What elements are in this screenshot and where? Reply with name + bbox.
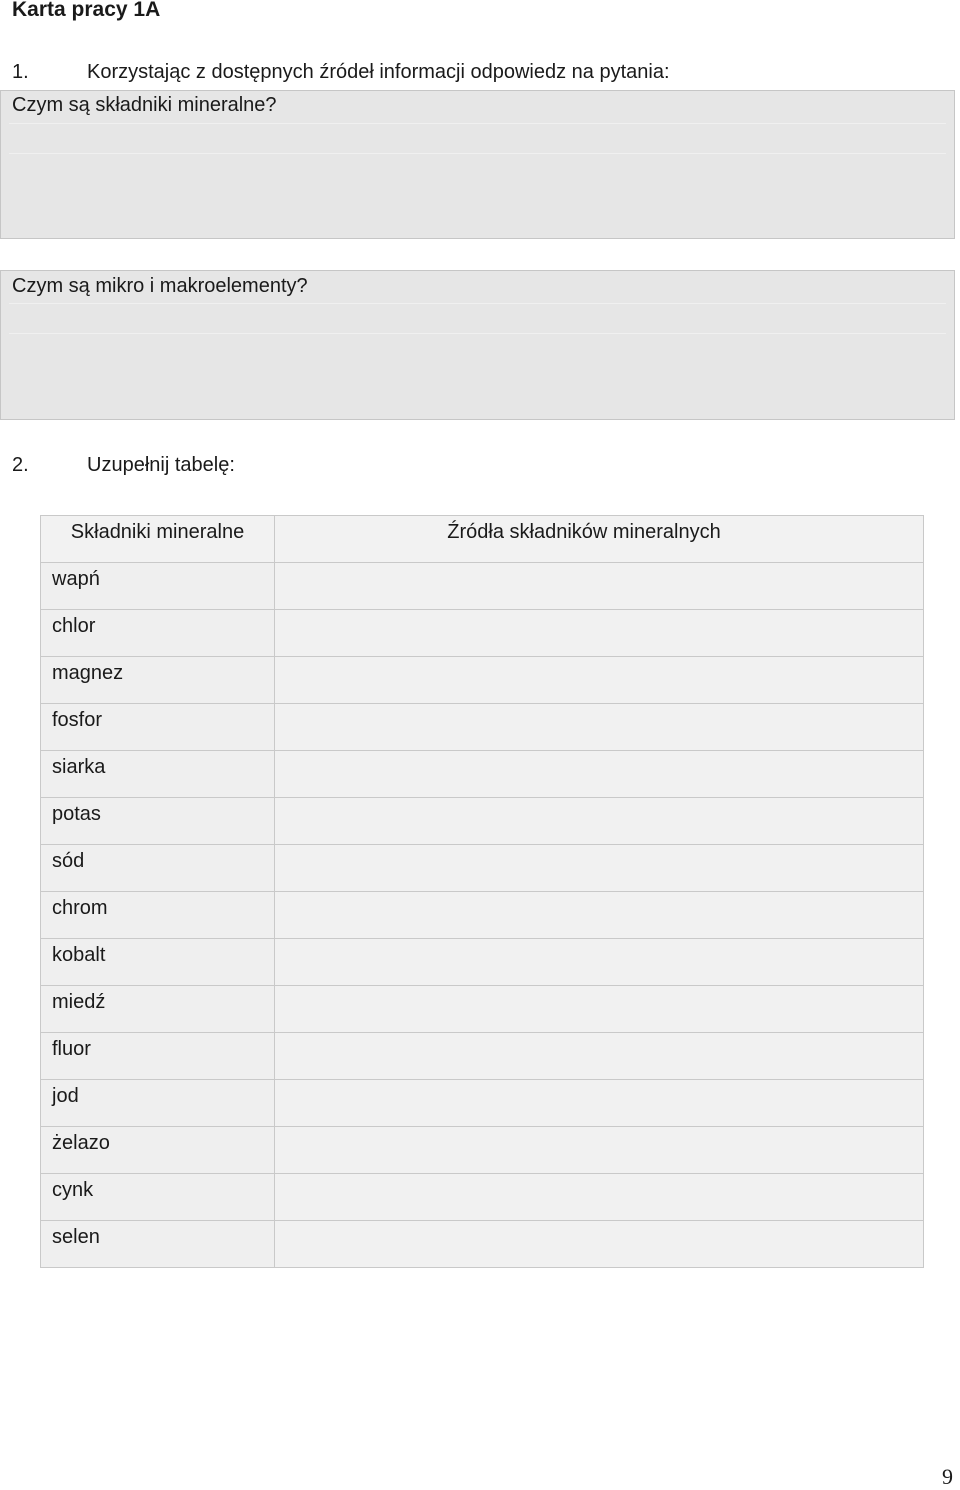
mineral-name: jod <box>41 1080 275 1127</box>
mineral-name: żelazo <box>41 1127 275 1174</box>
source-answer-cell[interactable] <box>275 1221 924 1268</box>
mineral-name: miedź <box>41 986 275 1033</box>
mineral-name: selen <box>41 1221 275 1268</box>
table-row <box>41 798 924 845</box>
source-answer-cell[interactable] <box>275 751 924 798</box>
answer-field-1[interactable] <box>0 90 955 239</box>
header-minerals: Składniki mineralne <box>41 516 275 563</box>
source-answer-cell[interactable] <box>275 986 924 1033</box>
source-answer-cell[interactable] <box>275 845 924 892</box>
task2-number: 2. <box>12 454 29 476</box>
mineral-name: chrom <box>41 892 275 939</box>
mineral-name: sód <box>41 845 275 892</box>
table-row <box>41 610 924 657</box>
table-body <box>41 563 924 1268</box>
source-answer-cell[interactable] <box>275 1033 924 1080</box>
source-answer-cell[interactable] <box>275 1127 924 1174</box>
mineral-name: cynk <box>41 1174 275 1221</box>
table-row <box>41 751 924 798</box>
answer-line <box>9 153 946 154</box>
table-row <box>41 704 924 751</box>
question-1-text: Czym są składniki mineralne? <box>12 94 277 116</box>
mineral-name: magnez <box>41 657 275 704</box>
mineral-name: wapń <box>41 563 275 610</box>
mineral-name: fosfor <box>41 704 275 751</box>
answer-line <box>9 123 946 124</box>
page-title: Karta pracy 1A <box>12 0 161 21</box>
mineral-name: kobalt <box>41 939 275 986</box>
task2-instruction-text: Uzupełnij tabelę: <box>87 454 235 476</box>
task2-instruction <box>12 452 235 478</box>
header-sources: Źródła składników mineralnych <box>275 516 924 563</box>
source-answer-cell[interactable] <box>275 563 924 610</box>
mineral-name: chlor <box>41 610 275 657</box>
answer-line <box>9 333 946 334</box>
table-row <box>41 1080 924 1127</box>
mineral-name: fluor <box>41 1033 275 1080</box>
mineral-name: potas <box>41 798 275 845</box>
table-row <box>41 939 924 986</box>
table-row <box>41 1174 924 1221</box>
table-row <box>41 1033 924 1080</box>
source-answer-cell[interactable] <box>275 892 924 939</box>
task1-instruction <box>12 59 670 85</box>
minerals-table <box>40 515 924 1268</box>
source-answer-cell[interactable] <box>275 610 924 657</box>
page-number: 9 <box>942 1464 953 1489</box>
table-header-row <box>41 516 924 563</box>
table-row <box>41 892 924 939</box>
source-answer-cell[interactable] <box>275 657 924 704</box>
table-row <box>41 563 924 610</box>
source-answer-cell[interactable] <box>275 704 924 751</box>
table-row <box>41 1221 924 1268</box>
answer-field-2[interactable] <box>0 270 955 420</box>
table-row <box>41 845 924 892</box>
table-row <box>41 1127 924 1174</box>
table-row <box>41 986 924 1033</box>
question-2-text: Czym są mikro i makroelementy? <box>12 275 308 297</box>
source-answer-cell[interactable] <box>275 1174 924 1221</box>
source-answer-cell[interactable] <box>275 798 924 845</box>
task1-number: 1. <box>12 61 29 83</box>
task1-instruction-text: Korzystając z dostępnych źródeł informacji odpowiedz na pytania: <box>87 61 670 83</box>
answer-line <box>9 303 946 304</box>
source-answer-cell[interactable] <box>275 939 924 986</box>
mineral-name: siarka <box>41 751 275 798</box>
source-answer-cell[interactable] <box>275 1080 924 1127</box>
table-row <box>41 657 924 704</box>
